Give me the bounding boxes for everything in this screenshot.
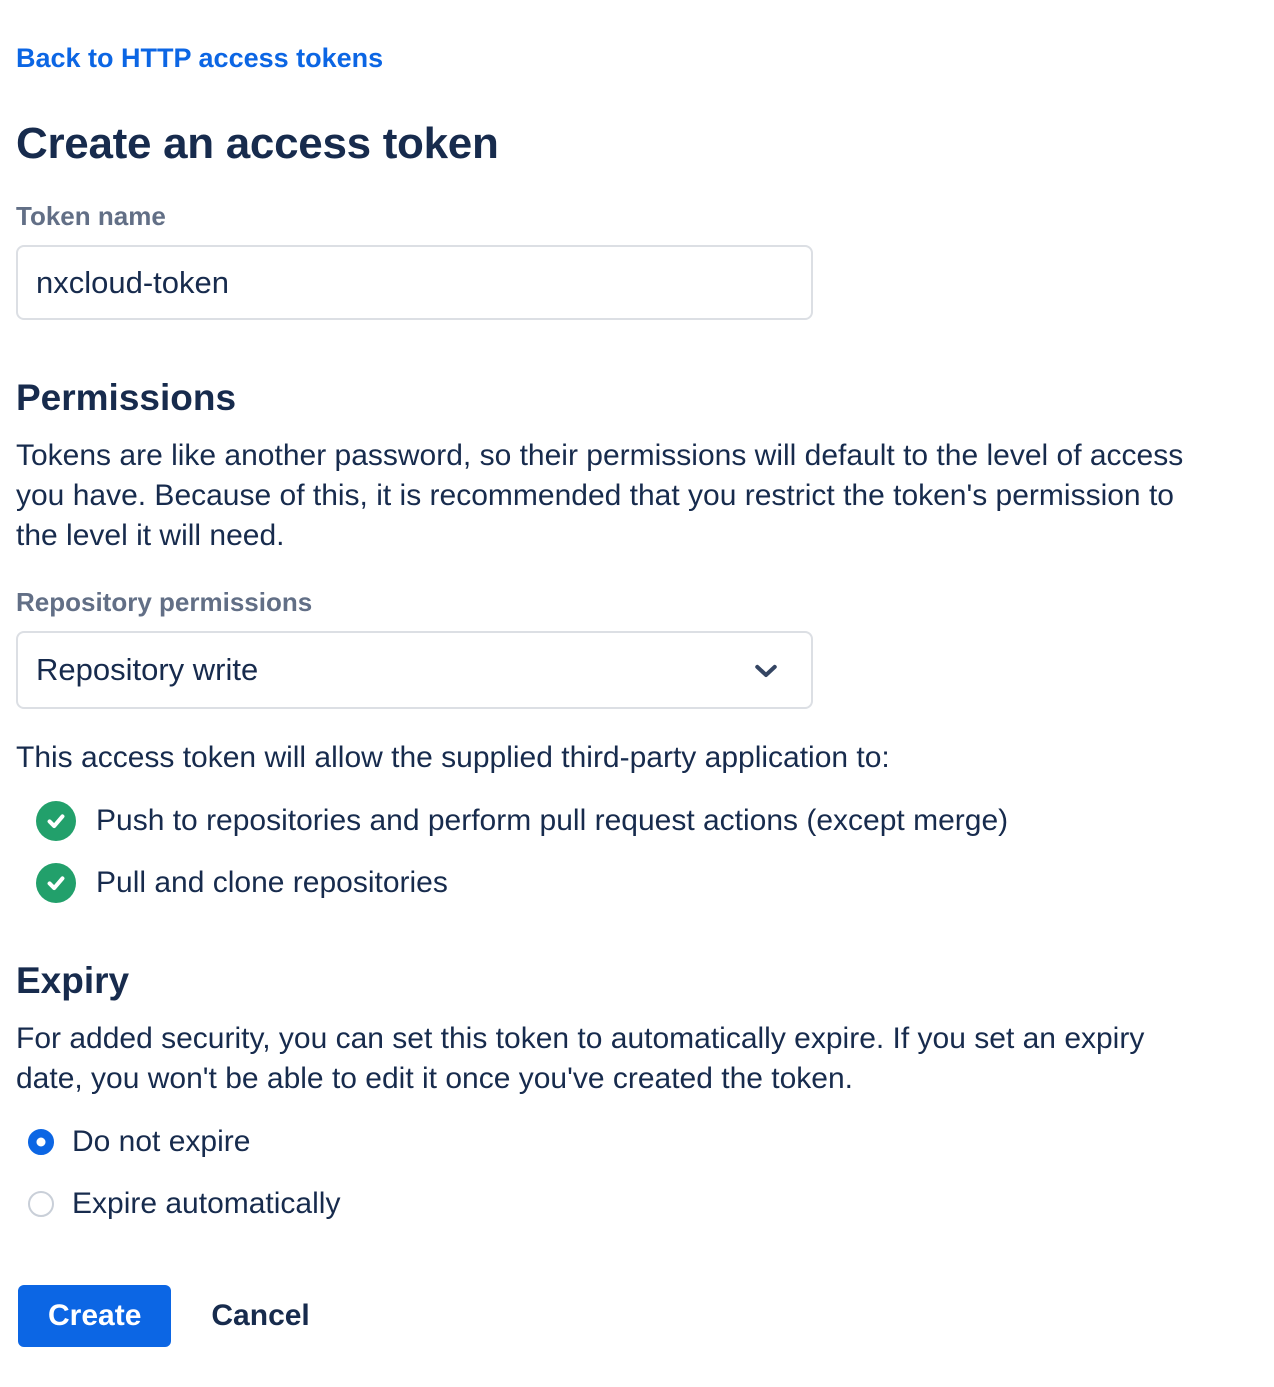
radio-option-do-not-expire[interactable] <box>28 1123 1226 1161</box>
chevron-down-icon <box>751 655 781 685</box>
radio-label-expire-automatically: Expire automatically <box>72 1187 341 1220</box>
expiry-heading: Expiry <box>16 960 130 1001</box>
radio-selected-icon[interactable] <box>28 1129 54 1155</box>
create-button[interactable]: Create <box>18 1285 171 1347</box>
radio-option-expire-automatically[interactable] <box>28 1185 1226 1223</box>
permissions-description: Tokens are like another password, so their permissions will default to the level of access you have. Because of this, it is recommended that you restrict the token's permission to the level it will need. <box>16 439 1184 552</box>
repository-permissions-selected-value: Repository write <box>36 652 259 687</box>
expiry-description: For added security, you can set this token to automatically expire. If you set an expiry date, you won't be able to edit it once you've created the token. <box>16 1022 1145 1095</box>
capability-label-push: Push to repositories and perform pull request actions (except merge) <box>96 804 1009 837</box>
check-circle-icon <box>36 863 76 903</box>
permissions-heading: Permissions <box>16 377 237 418</box>
repository-permissions-label: Repository permissions <box>16 587 313 617</box>
token-name-input[interactable] <box>16 245 813 320</box>
capability-label-pull: Pull and clone repositories <box>96 866 448 899</box>
token-name-label: Token name <box>16 201 166 231</box>
radio-label-do-not-expire: Do not expire <box>72 1125 251 1158</box>
radio-unselected-icon[interactable] <box>28 1191 54 1217</box>
form-actions <box>18 1285 1226 1347</box>
capability-row <box>36 801 1226 841</box>
repository-permissions-select[interactable] <box>16 631 813 709</box>
allow-intro-text: This access token will allow the supplied third-party application to: <box>16 741 890 774</box>
check-circle-icon <box>36 801 76 841</box>
cancel-button[interactable]: Cancel <box>211 1299 310 1332</box>
page-title: Create an access token <box>16 119 499 168</box>
capability-row <box>36 863 1226 903</box>
back-to-http-access-tokens-link[interactable]: Back to HTTP access tokens <box>16 43 384 73</box>
